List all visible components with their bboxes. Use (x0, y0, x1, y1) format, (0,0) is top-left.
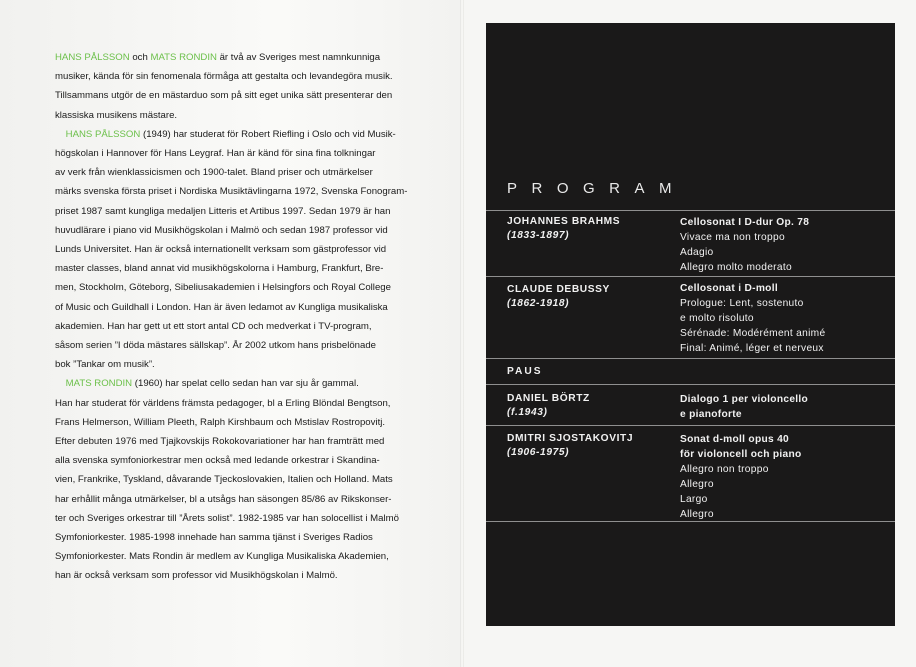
bio-text: märks svenska första priset i Nordiska Musiktävlingarna 1972, Svenska Fonogram- (55, 186, 408, 198)
work-title: e pianoforte (680, 409, 742, 420)
bio-line (55, 470, 445, 489)
divider (486, 521, 895, 522)
artist-name: HANS PÅLSSON (65, 128, 141, 140)
bio-line (55, 240, 445, 259)
movement: Prologue: Lent, sostenuto (680, 298, 804, 309)
composer-dates: (1906-1975) (507, 447, 570, 458)
work-title: Sonat d-moll opus 40 (680, 434, 790, 445)
bio-text: Symfoniorkester. Mats Rondin är medlem av Kungliga Musikaliska Akademien, (55, 551, 389, 563)
bio-text (55, 378, 66, 389)
bio-line (55, 336, 445, 355)
bio-text: priset 1987 samt kungliga medaljen Litteris et Artibus 1997. Sedan 1979 är han (55, 205, 391, 217)
bio-line (55, 566, 445, 585)
divider (486, 425, 895, 426)
bio-line (55, 48, 445, 67)
bio-text: alla svenska symfoniorkestrar men också med ledande orkestrar i Skandina- (55, 455, 380, 467)
composer-dates: (f.1943) (507, 407, 548, 418)
bio-text: högskolan i Hannover för Hans Leygraf. Han är känd för sina fina tolkningar (55, 148, 376, 160)
movement: Allegro (680, 479, 714, 490)
movement: Sérénade: Modérément animé (680, 328, 826, 339)
bio-text (55, 129, 66, 140)
movement: Final: Animé, léger et nerveux (680, 343, 824, 354)
composer-name: CLAUDE DEBUSSY (507, 284, 610, 295)
bio-line (55, 355, 445, 374)
composer-name: JOHANNES BRAHMS (507, 216, 621, 227)
bio-text: Efter debuten 1976 med Tjajkovskijs Rokokovariationer har han framträtt med (55, 436, 385, 448)
divider (486, 276, 895, 277)
movement: e molto risoluto (680, 313, 754, 324)
bio-line (55, 278, 445, 297)
bio-line (55, 509, 445, 528)
composer-sjostakovitj (507, 432, 633, 460)
bio-line (55, 298, 445, 317)
work-sjostakovitj (680, 432, 802, 522)
composer-dates: (1862-1918) (507, 298, 570, 309)
artist-name: MATS RONDIN (150, 52, 217, 63)
work-brahms (680, 215, 809, 275)
composer-brahms (507, 215, 620, 243)
bio-text: såsom serien ”I döda mästares sällskap”. År 2002 utkom hans prisbelönade (55, 340, 377, 352)
movement: Adagio (680, 247, 714, 258)
bio-line (55, 86, 445, 105)
bio-line (55, 432, 445, 451)
movement: Allegro (680, 509, 714, 520)
divider (486, 358, 895, 359)
bio-line (55, 413, 445, 432)
bio-text: han är också verksam som professor vid Musikhögskolan i Malmö. (55, 570, 338, 582)
movement: Allegro molto moderato (680, 262, 792, 273)
program-heading: PROGRAM (507, 180, 687, 197)
divider (486, 210, 895, 211)
bio-text: Symfoniorkester. 1985-1998 innehade han samma tjänst i Sveriges Radios (55, 532, 373, 544)
bio-line (55, 182, 445, 201)
movement: Largo (680, 494, 708, 505)
bio-text: akademien. Han har gett ut ett stort antal CD och medverkat i TV-program, (55, 320, 372, 332)
movement: Allegro non troppo (680, 464, 769, 475)
composer-name: DMITRI SJOSTAKOVITJ (507, 433, 634, 444)
bio-text: (1949) har studerat för Robert Riefling i Oslo och vid Musik- (140, 128, 396, 140)
bio-text: Lunds Universitet. Han är också internationellt verksam som gästprofessor vid (55, 244, 387, 256)
work-bortz (680, 392, 808, 422)
bio-line (55, 317, 445, 336)
composer-name: DANIEL BÖRTZ (507, 393, 590, 404)
divider (486, 384, 895, 385)
bio-text: klassiska musikens mästare. (55, 109, 178, 121)
bio-line (55, 394, 445, 413)
bio-line (55, 163, 445, 182)
movement: Vivace ma non troppo (680, 232, 785, 243)
intermission-label: PAUS (507, 366, 543, 377)
bio-text: vien, Frankrike, Tyskland, dåvarande Tjeckoslovakien, Italien och Holland. Mats (55, 474, 393, 486)
bio-line (55, 67, 445, 86)
biography-text (55, 48, 445, 586)
bio-line (55, 202, 445, 221)
work-title: Dialogo 1 per violoncello (680, 394, 809, 405)
bio-text: men, Stockholm, Göteborg, Sibeliusakademien i Helsingfors och Royal College (55, 282, 391, 294)
bio-text: of Music och Guildhall i London. Han är även ledamot av Kungliga musikaliska (55, 301, 388, 313)
composer-debussy (507, 283, 610, 311)
bio-line (55, 144, 445, 163)
bio-text: ter och Sveriges orkestrar till ”Årets solist”. 1982-1985 var han solocellist i Malmö (55, 512, 399, 524)
bio-line (55, 221, 445, 240)
bio-text: musiker, kända för sin fenomenala förmåga att gestalta och levandegöra musik. (55, 71, 393, 83)
bio-line (55, 490, 445, 509)
work-title: för violoncell och piano (680, 449, 802, 460)
bio-line (55, 528, 445, 547)
bio-text: Tillsammans utgör de en mästarduo som på sitt eget unika sätt presenterar den (55, 90, 393, 102)
bio-line (55, 125, 445, 144)
bio-text: av verk från wienklassicismen och 1900-talet. Bland priser och utmärkelser (55, 167, 373, 179)
composer-bortz (507, 392, 590, 420)
work-title: Cellosonat i D-moll (680, 283, 778, 294)
bio-line (55, 259, 445, 278)
bio-line (55, 451, 445, 470)
artist-name: MATS RONDIN (65, 378, 133, 390)
bio-line (55, 547, 445, 566)
artist-name: HANS PÅLSSON (55, 52, 130, 63)
bio-text: är två av Sveriges mest namnkunniga (216, 52, 381, 63)
bio-text: Frans Helmerson, William Pleeth, Ralph Kirshbaum och Mstislav Rostropovitj. (55, 416, 386, 428)
bio-line (55, 374, 445, 393)
bio-text: Han har studerat för världens främsta pedagoger, bl a Erling Blöndal Bengtson, (55, 397, 391, 409)
bio-text: master classes, bland annat vid musikhögskolorna i Hamburg, Frankfurt, Bre- (55, 263, 384, 275)
bio-text: (1960) har spelat cello sedan han var sju år gammal. (132, 378, 359, 390)
bio-text: huvudlärare i piano vid Musikhögskolan i Malmö och sedan 1987 professor vid (55, 224, 388, 236)
bio-text: och (129, 52, 151, 63)
bio-text: har erhållit många utmärkelser, bl a utsågs han säsongen 85/86 av Rikskonser- (55, 493, 392, 505)
work-title: Cellosonat I D-dur Op. 78 (680, 217, 810, 228)
bio-text: bok ”Tankar om musik”. (55, 359, 155, 371)
work-debussy (680, 281, 825, 356)
composer-dates: (1833-1897) (507, 230, 570, 241)
bio-line (55, 106, 445, 125)
